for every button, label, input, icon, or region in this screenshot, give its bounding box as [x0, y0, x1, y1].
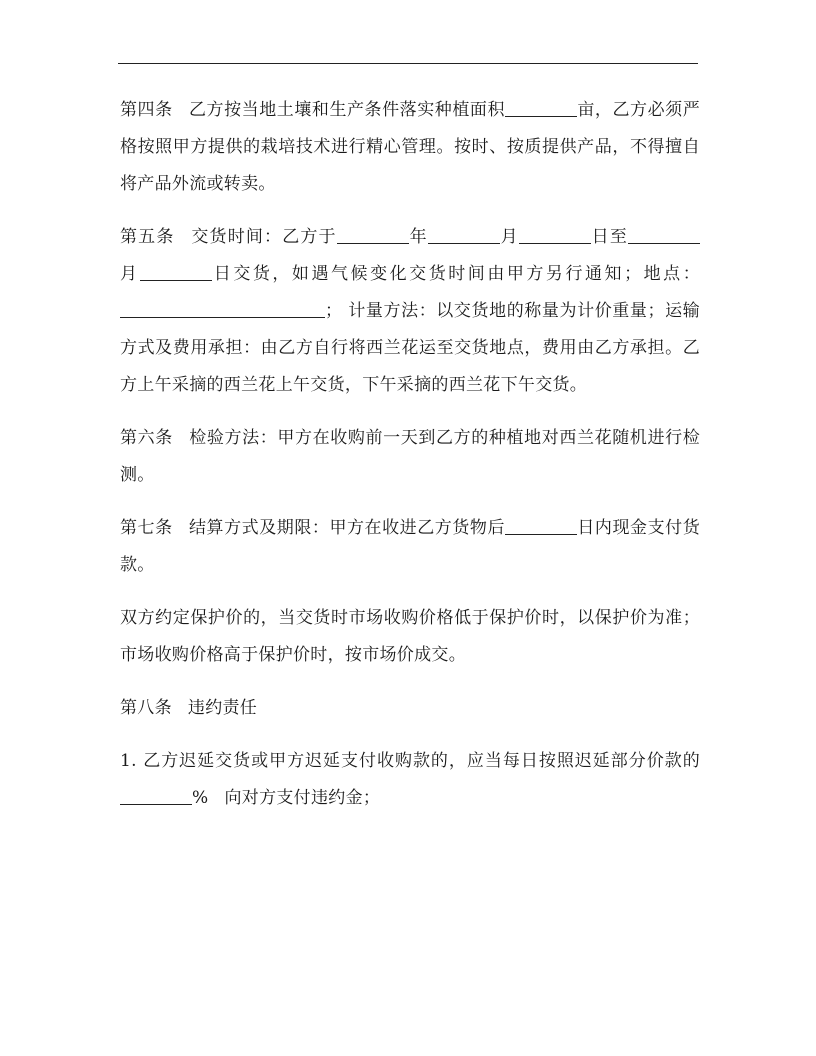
article-text: ； 计量方法：以交货地的称量为计价重量；运输方式及费用承担：由乙方自行将西兰花运至交货地点，费用由乙方承担。乙方上午采摘的西兰花上午交货，下午采摘的西兰花下午交货。	[120, 301, 700, 395]
fill-blank-area[interactable]	[505, 96, 577, 117]
article-text: 交货时间：乙方于	[190, 227, 337, 247]
article-text: 年	[408, 227, 428, 247]
protection-price-clause	[120, 600, 700, 674]
item-text: 1. 乙方迟延交货或甲方迟延支付收购款的，应当每日按照迟延部分价款的	[120, 751, 700, 771]
article-number: 第五条	[120, 227, 175, 247]
percent-sign: %	[192, 788, 209, 808]
article-text: 月	[499, 227, 519, 247]
article-4	[120, 92, 700, 203]
fill-blank-year[interactable]	[337, 223, 409, 244]
liability-item-1	[120, 743, 700, 817]
fill-blank-month[interactable]	[628, 223, 700, 244]
article-text: 日至	[590, 227, 628, 247]
fill-blank-month[interactable]	[428, 223, 500, 244]
article-6	[120, 420, 700, 494]
article-text: 亩，乙方必须严格按照甲方提供的栽培技术进行精心管理。按时、按质提供产品，不得擅自将产品外流或转卖。	[120, 100, 700, 194]
fill-blank-location[interactable]	[120, 297, 325, 318]
article-text: 乙方按当地土壤和生产条件落实种植面积	[188, 100, 506, 120]
article-text: 结算方式及期限：甲方在收进乙方货物后	[188, 518, 506, 538]
article-heading: 违约责任	[187, 698, 258, 718]
article-8	[120, 690, 700, 727]
fill-blank-percent[interactable]	[120, 784, 192, 805]
clause-text: 双方约定保护价的，当交货时市场收购价格低于保护价时，以保护价为准；市场收购价格高于保护价时，按市场价成交。	[120, 608, 700, 665]
item-text: 向对方支付违约金；	[224, 788, 381, 808]
article-5	[120, 219, 700, 404]
article-text: 月	[120, 264, 140, 284]
header-rule	[118, 63, 698, 64]
article-text: 日交货，如遇气候变化交货时间由甲方另行通知；地点：	[211, 264, 700, 284]
article-number: 第四条	[120, 100, 173, 120]
article-number: 第六条	[120, 428, 173, 448]
article-number: 第八条	[120, 698, 172, 718]
fill-blank-days[interactable]	[505, 514, 577, 535]
article-text: 检验方法：甲方在收购前一天到乙方的种植地对西兰花随机进行检测。	[120, 428, 700, 485]
article-7	[120, 510, 700, 584]
article-text: 日内现金支付货款。	[120, 518, 700, 575]
fill-blank-day[interactable]	[140, 260, 212, 281]
article-number: 第七条	[120, 518, 173, 538]
document-body	[120, 92, 700, 833]
fill-blank-day[interactable]	[519, 223, 591, 244]
